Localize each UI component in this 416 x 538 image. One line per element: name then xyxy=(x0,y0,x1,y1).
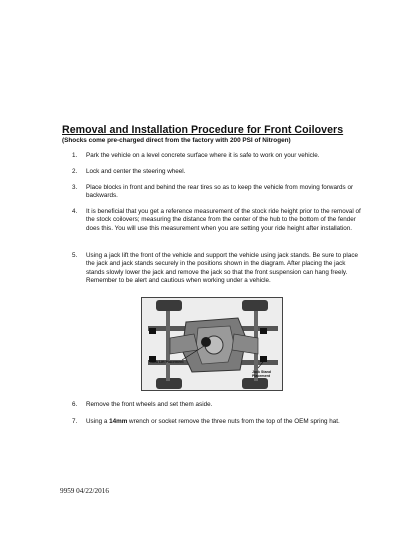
step-text: Place blocks in front and behind the rear tires so as to keep the vehicle from moving forwards or backwards. xyxy=(86,184,354,200)
step-text-part: wrench or socket remove the three nuts from the top of the OEM spring hat. xyxy=(127,418,340,425)
step-item xyxy=(72,152,362,160)
jack-stand-placement-label xyxy=(252,370,271,378)
step-number: 4. xyxy=(72,208,78,215)
step-text-bold: 14mm xyxy=(109,418,128,425)
step-item xyxy=(72,401,362,409)
jack-placement-diagram xyxy=(141,297,283,391)
step-text: It is beneficial that you get a reference measurement of the stock ride height prior to the removal of the stock coilovers; measuring the distance from the center of the hub to the bottom of the fender does this. You will use this measurement when you are setting your ride height after installation. xyxy=(86,208,361,232)
step-text: Lock and center the steering wheel. xyxy=(86,168,186,175)
document-title: Removal and Installation Procedure for Front Coilovers xyxy=(62,124,344,136)
step-text: Remove the front wheels and set them aside. xyxy=(86,401,213,408)
step-number: 1. xyxy=(72,152,78,159)
step-number: 5. xyxy=(72,252,78,259)
jack-stand-label-line2: Placement xyxy=(252,374,270,379)
step-item xyxy=(72,252,362,285)
step-item xyxy=(72,168,362,176)
step-number: 2. xyxy=(72,168,78,175)
step-text: Using a jack lift the front of the vehicle and support the vehicle using jack stands. Be sure to place the jack and jack stands securely in the positions shown in the diagram. After placing the jack stands slowly lower the jack and remove the jack so that the front suspension can hang freely. Remember to be alert and cautious when working under a vehicle. xyxy=(86,252,358,284)
step-number: 7. xyxy=(72,418,78,425)
step-number: 3. xyxy=(72,184,78,191)
step-number: 6. xyxy=(72,401,78,408)
step-item xyxy=(72,208,362,233)
step-text xyxy=(86,418,362,426)
jack-lift-placement-label: Jack Lift Placement xyxy=(150,360,184,364)
step-text: Park the vehicle on a level concrete surface where it is safe to work on your vehicle. xyxy=(86,152,320,159)
step-item xyxy=(72,184,362,201)
step-text-part: Using a xyxy=(86,418,110,425)
document-footer: 9959 04/22/2016 xyxy=(60,487,109,495)
jack-stand-label-line1: Jack Stand xyxy=(252,370,271,374)
document-subtitle: (Shocks come pre-charged direct from the factory with 200 PSI of Nitrogen) xyxy=(62,137,291,144)
step-item xyxy=(72,418,362,426)
